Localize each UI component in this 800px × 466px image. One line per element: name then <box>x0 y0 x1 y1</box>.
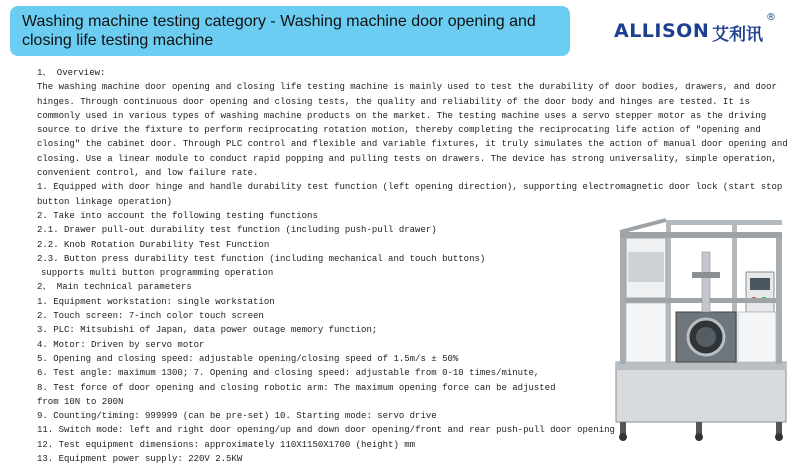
param-item: 2. Touch screen: 7-inch color touch screen <box>37 311 264 322</box>
params-heading: 2、 Main technical parameters <box>37 282 192 293</box>
page-title: Washing machine testing category - Washing machine door opening and closing life testing machine <box>22 13 536 49</box>
logo-chinese-text: 艾利讯 <box>712 25 763 45</box>
page-title-banner <box>10 6 570 56</box>
param-item: 5. Opening and closing speed: adjustable opening/closing speed of 1.5m/s ± 50% <box>37 353 459 364</box>
logo-text: ALLISON <box>614 20 710 42</box>
param-item: 9. Counting/timing: 999999 (can be pre-set) 10. Starting mode: servo drive <box>37 411 437 422</box>
param-item: 8. Test force of door opening and closing robotic arm: The maximum opening force can be adjusted from 10N to 200N <box>37 382 556 407</box>
registered-mark: ® <box>766 12 776 23</box>
param-item: 13. Equipment power supply: 220V 2.5KW <box>37 454 243 465</box>
overview-heading: 1、 Overview: <box>37 68 106 78</box>
feature-item: 1. Equipped with door hinge and handle durability test function (left opening direction), supporting electromagnetic door lock (start stop button linkage operation) <box>37 182 783 207</box>
param-item: 12. Test equipment dimensions: approximately 110X1150X1700 (height) mm <box>37 439 416 450</box>
param-item: 11. Switch mode: left and right door opening/up and down door opening/front and rear push-pull door opening <box>37 425 615 436</box>
param-item: 3. PLC: Mitsubishi of Japan, data power outage memory function; <box>37 325 378 336</box>
param-item: 4. Motor: Driven by servo motor <box>37 339 205 350</box>
feature-item: 2. Take into account the following testing functions <box>37 210 318 221</box>
overview-paragraph: The washing machine door opening and closing life testing machine is mainly used to test the durability of door bodies, drawers, and door hinges. Through continuous door opening and closing tests, the quality and reliability of the door body and hinges are tested. It is commonly used in various types of washing machine products on the market. The testing machine uses a servo stepper motor as the driving source to drive the fixture to perform reciprocating rotation motion, thereby completing the reciprocating life action of "opening and closing" the cabinet door. Through PLC control and flexible and variable fixtures, it truly simulates the action of manual door opening and closing. Use a linear module to conduct rapid popping and pulling tests on drawers. The device has strong universality, simple operation, convenient control, and low failure rate. <box>37 82 788 179</box>
param-item: 1. Equipment workstation: single workstation <box>37 296 275 307</box>
brand-logo <box>614 12 794 56</box>
param-item: 6. Test angle: maximum 1300; 7. Opening and closing speed: adjustable from 0-10 times/minute, <box>37 368 540 379</box>
feature-subitem-continued: supports multi button programming operation <box>41 268 274 279</box>
feature-subitem: 2.1. Drawer pull-out durability test function (including push-pull drawer) <box>37 225 437 236</box>
testing-machine-image <box>606 212 796 444</box>
feature-subitem: 2.2. Knob Rotation Durability Test Function <box>37 239 270 250</box>
feature-subitem: 2.3. Button press durability test function (including mechanical and touch buttons) <box>37 253 486 264</box>
